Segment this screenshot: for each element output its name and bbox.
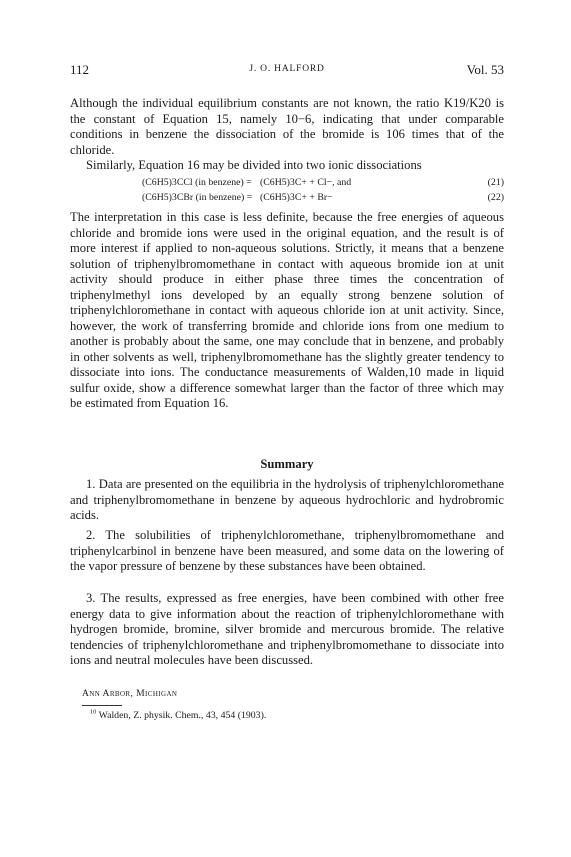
summary-heading: Summary [260,457,314,471]
equation-lhs: (C6H5)3CBr (in benzene) = [142,192,253,203]
paragraph-interpretation [70,210,504,412]
footnote-marker: 10 [90,708,97,716]
volume-label: Vol. 53 [466,62,504,77]
summary-item-1 [70,477,504,524]
summary-item-text: 2. The solubilities of triphenylchloromethane, triphenylbromomethane and triphenylcarbinol in benzene have been measured, and some data on the lowering of the vapor pressure of benzene by these substances have been obtained. [70,528,504,573]
equation-rhs: (C6H5)3C+ + Br− [260,192,333,203]
paragraph-similarly [70,158,504,174]
running-author: J. O. HALFORD [249,64,325,74]
page-number: 112 [70,62,90,77]
equation-rhs: (C6H5)3C+ + Cl−, and [260,177,352,188]
summary-item-2 [70,528,504,575]
footnote [90,710,266,721]
footnote-text: Walden, Z. physik. Chem., 43, 454 (1903). [98,710,267,721]
paragraph-ratio [70,96,504,158]
equation-lhs: (C6H5)3CCl (in benzene) = [142,177,252,188]
paragraph-text: Although the individual equilibrium constants are not known, the ratio K19/K20 is the constant of Equation 15, namely 10−6, indicating that under comparable conditions in benzene the dissociation of the bromide is 106 times that of the chloride. [70,96,504,157]
equation-number: (21) [487,177,504,188]
summary-item-text: 3. The results, expressed as free energies, have been combined with other free energy data to give information about the reaction of triphenylchloromethane with hydrogen bromide, bromine, silver bromide and mercurous bromide. The relative tendencies of triphenylchloromethane and triphenylbromomethane to dissociate into ions and neutral molecules have been discussed. [70,591,504,667]
running-header [70,62,504,78]
affiliation: Ann Arbor, Michigan [82,688,178,699]
summary-item-text: 1. Data are presented on the equilibria in the hydrolysis of triphenylchloromethane and triphenylbromomethane in benzene by aqueous hydrochloric and hydrobromic acids. [70,477,504,522]
footnote-rule [82,705,122,706]
paragraph-text: The interpretation in this case is less definite, because the free energies of aqueous chloride and bromide ions were used in the original equation, and the result is of more interest if applied to non-aqueous solutions. Strictly, it means that a benzene solution of triphenylbromomethane in contact with aqueous bromide ion at unit activity should produce in either phase three times the concentration of triphenylmethyl ions developed by an equally strong benzene solution of triphenylchloromethane in contact with aqueous chloride ion at unit activity. Since, however, the work of transferring bromide and chloride ions from one medium to another is probably about the same, one may conclude that in benzene, and probably in other solvents as well, triphenylbromomethane has the slightly greater tendency to dissociate into ions. The conductance measurements of Walden,10 made in liquid sulfur oxide, show a difference somewhat larger than the factor of three which may be estimated from Equation 16. [70,210,504,410]
paragraph-text: Similarly, Equation 16 may be divided into two ionic dissociations [86,158,422,172]
summary-item-3 [70,591,504,669]
equation-number: (22) [487,192,504,203]
